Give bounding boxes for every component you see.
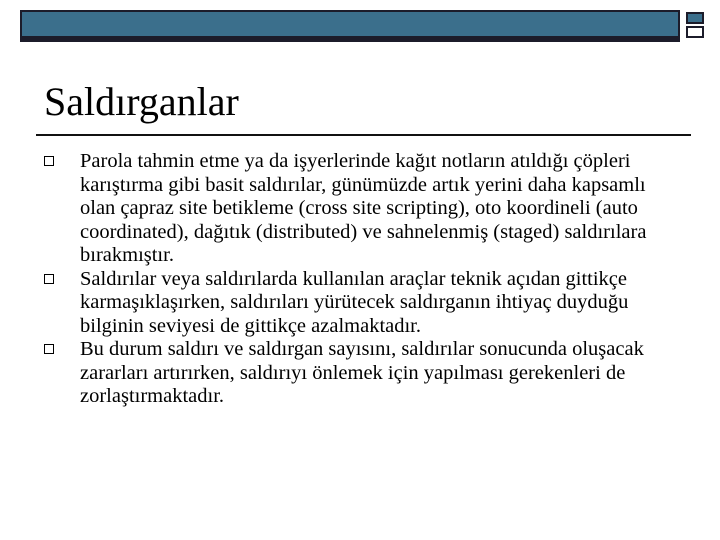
hollow-square-bullet-icon [44,274,54,284]
bullet-text: Bu durum saldırı ve saldırgan sayısını, saldırılar sonucunda oluşacak zararları artırırken, saldırıyı önlemek için yapılması gerekenleri de zorlaştırmaktadır. [80,338,644,407]
title-divider [36,134,691,136]
header-square-icon [686,12,704,24]
bullet-text: Parola tahmin etme ya da işyerlerinde kağıt notların atıldığı çöpleri karıştırma gibi basit saldırılar, günümüzde artık yerini daha kapsamlı olan çapraz site betikleme (cross site scripting), oto koordineli (auto coordinated), dağıtık (distributed) ve sahnelenmiş (staged) saldırılara bırakmıştır. [80,150,647,266]
list-item [44,268,684,339]
hollow-square-bullet-icon [44,156,54,166]
list-item [44,338,684,409]
bullet-list [44,150,684,409]
bullet-text: Saldırılar veya saldırılarda kullanılan araçlar teknik açıdan gittikçe karmaşıklaşırken, saldırıları yürütecek saldırganın ihtiyaç duyduğu bilginin seviyesi de gittikçe azalmaktadır. [80,267,629,337]
list-item [44,150,684,268]
hollow-square-bullet-icon [44,344,54,354]
header-bar [20,10,706,42]
header-square-outline-icon [686,26,704,38]
slide-title: Saldırganlar [44,79,239,124]
header-bar-underline [20,38,680,42]
header-bar-fill [20,10,680,38]
